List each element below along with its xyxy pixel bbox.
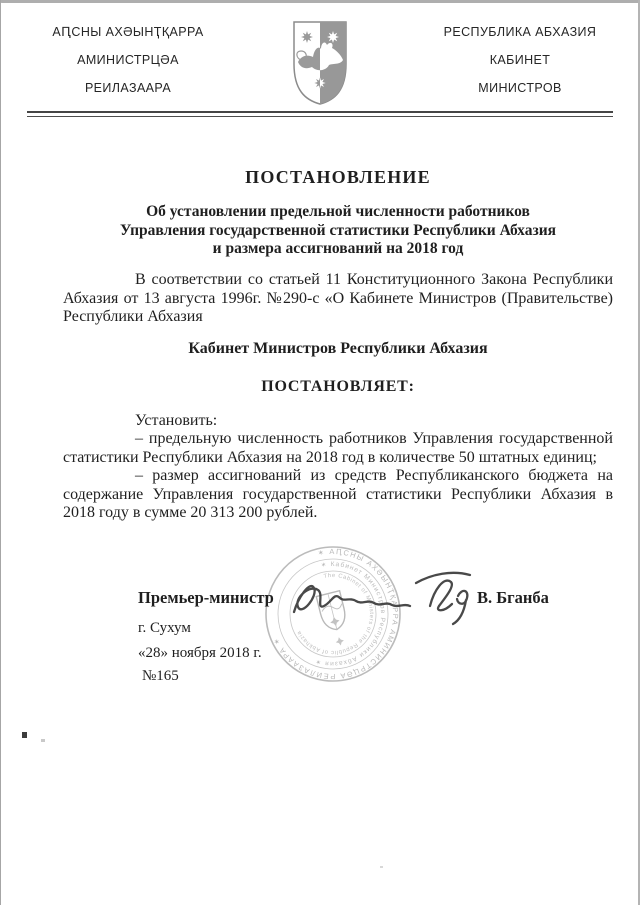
subtitle-line-3: и размера ассигнований на 2018 год	[212, 240, 464, 257]
decree-item-1: – предельную численность работников Управления государственной статистики Республики Абхазия на 2018 год в количестве 50 штатных единиц;	[63, 430, 613, 466]
scan-speck	[380, 866, 383, 868]
scan-speck	[22, 732, 27, 738]
stamp-middle-ring-text: ✶ Кабинет Министров Республики Абхазия ✶	[313, 560, 387, 668]
header-left-line-3: РЕИЛАЗААРА	[84, 81, 172, 95]
header-double-rule	[27, 111, 613, 117]
header-left-line-2: АМИНИСТРЦӘА	[77, 53, 179, 67]
scan-speck	[41, 739, 45, 742]
header-left-abkhazian	[18, 18, 238, 102]
establish-line: Установить:	[135, 412, 218, 429]
stamp-outer-ring-text: ✶ АԤСНЫ АХӘЫНҬҚАРРА АМИНИСТРЦӘА РЕИЛАЗААРА ✶	[270, 546, 401, 682]
stamp-inner-ring-text: The Cabinet of Ministers of the Republic of Abkhazia	[296, 572, 375, 656]
signature-city: г. Сухум	[138, 620, 191, 636]
decree-items-block	[63, 412, 613, 522]
document-title: ПОСТАНОВЛЕНИЕ	[245, 167, 431, 187]
signer-name: В. Бганба	[477, 588, 549, 607]
document-subtitle	[63, 203, 613, 259]
handwritten-signature	[272, 560, 482, 635]
abkhazia-coat-of-arms-icon	[291, 20, 349, 106]
header-right-line-1: РЕСПУБЛИКА АБХАЗИЯ	[443, 25, 597, 39]
header-right-line-2: КАБИНЕТ	[489, 53, 551, 67]
header-right-line-3: МИНИСТРОВ	[478, 81, 562, 95]
cabinet-of-ministers-line: Кабинет Министров Республики Абхазия	[188, 340, 488, 357]
intro-paragraph: В соответствии со статьей 11 Конституционного Закона Республики Абхазия от 13 августа 1996г. №290-с «О Кабинете Министров (Правительстве) Республики Абхазия	[63, 271, 613, 326]
resolves-line: ПОСТАНОВЛЯЕТ:	[261, 378, 415, 395]
signer-position: Премьер-министр	[138, 588, 274, 607]
subtitle-line-1: Об установлении предельной численности работников	[146, 203, 530, 220]
subtitle-line-2: Управления государственной статистики Республики Абхазия	[119, 221, 557, 239]
header-right-russian	[420, 18, 620, 102]
scan-edge-left	[0, 0, 1, 905]
header-left-line-1: АԤСНЫ АХӘЫНҬҚАРРА	[52, 25, 204, 39]
decree-number: №165	[142, 668, 179, 684]
decree-item-2: – размер ассигнований из средств Республиканского бюджета на содержание Управления государственной статистики Республики Абхазия в 2018 году в сумме 20 313 200 рублей.	[63, 467, 613, 522]
signature-date: «28» ноября 2018 г.	[138, 645, 262, 661]
scan-edge-top	[0, 0, 640, 3]
